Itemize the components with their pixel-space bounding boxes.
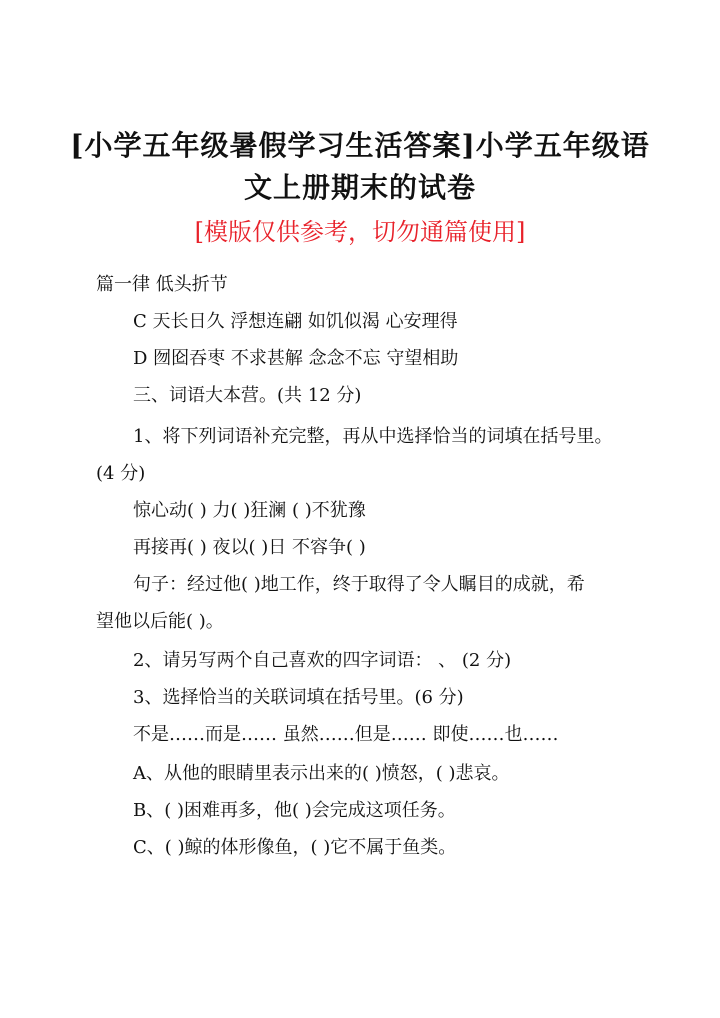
text-line: 不是……而是…… 虽然……但是…… 即使……也……: [133, 724, 559, 745]
document-title-line-1: [小学五年级暑假学习生活答案]小学五年级语: [70, 129, 650, 162]
text-line: D 囫囵吞枣 不求甚解 念念不忘 守望相助: [133, 348, 459, 369]
text-line: C 天长日久 浮想连翩 如饥似渴 心安理得: [133, 311, 458, 332]
question-text: A、从他的眼睛里表示出来的( )愤怒，( )悲哀。: [133, 763, 510, 784]
question-text: 句子：经过他( )地工作，终于取得了令人瞩目的成就，希: [133, 574, 585, 595]
document-subtitle: [模版仅供参考，切勿通篇使用]: [194, 218, 526, 246]
section-heading: 三、词语大本营。(共 12 分): [133, 385, 362, 406]
question-text: 3、选择恰当的关联词填在括号里。(6 分): [133, 687, 464, 708]
text-line: 惊心动( ) 力( )狂澜 ( )不犹豫: [133, 500, 366, 521]
question-text: (4 分): [96, 463, 146, 484]
document-title-line-2: 文上册期末的试卷: [243, 171, 476, 204]
question-text: C、( )鲸的体形像鱼，( )它不属于鱼类。: [133, 837, 457, 858]
question-text: B、( )困难再多，他( )会完成这项任务。: [133, 800, 456, 821]
question-text: 望他以后能( )。: [96, 611, 224, 632]
question-text: 2、请另写两个自己喜欢的四字词语： 、 (2 分): [133, 650, 512, 671]
text-line: 再接再( ) 夜以( )日 不容争( ): [133, 537, 366, 558]
question-text: 1、将下列词语补充完整，再从中选择恰当的词填在括号里。: [133, 426, 613, 447]
text-line: 篇一律 低头折节: [96, 274, 228, 295]
